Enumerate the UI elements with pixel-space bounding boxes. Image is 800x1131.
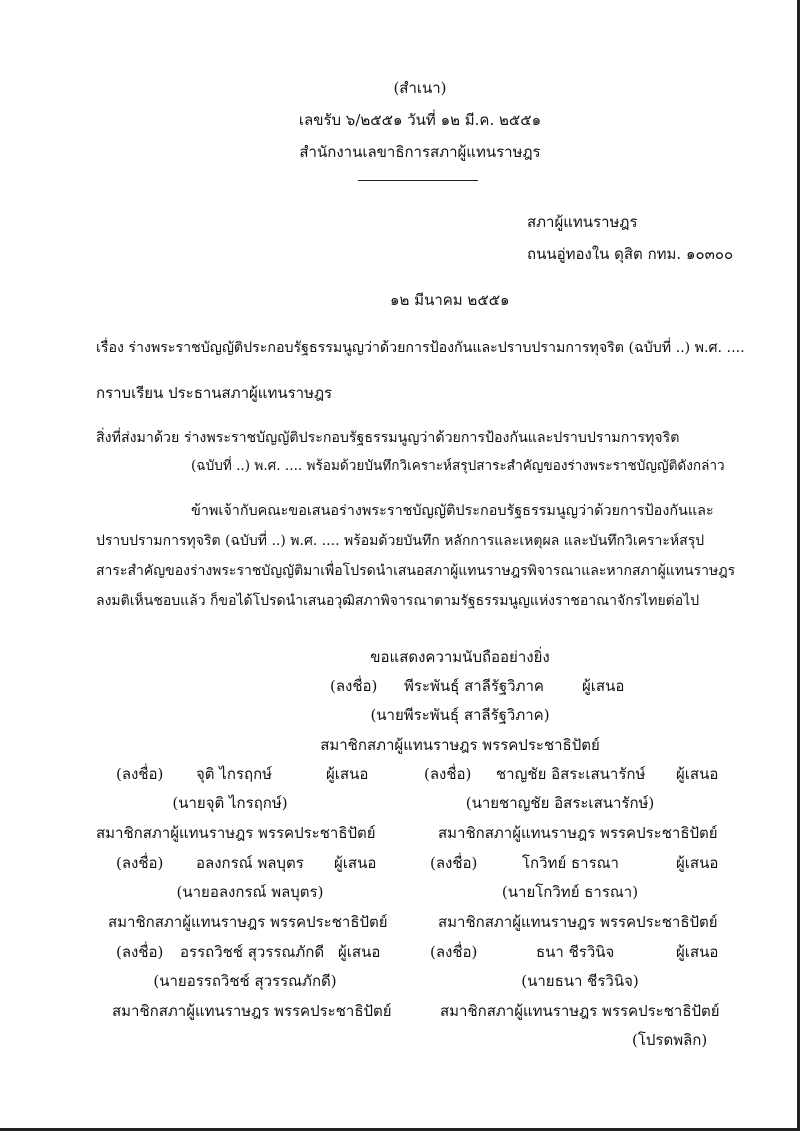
receipt-line: เลขรับ ๖/๒๕๕๑ วันที่ ๑๒ มี.ค. ๒๕๕๑ [298, 111, 542, 129]
signed-label: (ลงชื่อ) [116, 854, 164, 872]
proposer-label: ผู้เสนอ [326, 765, 369, 783]
body-line-1: ข้าพเจ้ากับคณะขอเสนอร่างพระราชบัญญัติประกอบรัฐธรรมนูญว่าด้วยการป้องกันและ [191, 503, 714, 519]
proposer-label: ผู้เสนอ [676, 943, 719, 961]
signer-full-name: (นายโกวิทย์ ธารณา) [501, 883, 639, 901]
signed-label: (ลงชื่อ) [330, 677, 378, 695]
signer-full-name: (นายอลงกรณ์ พลบุตร) [176, 883, 324, 901]
lead-signer-full-name: (นายพีระพันธุ์ สาลีรัฐวิภาค) [370, 706, 550, 724]
address-line-2: ถนนอู่ทองใน ดุสิต กทม. ๑๐๓๐๐ [527, 245, 734, 263]
signer-position: สมาชิกสภาผู้แทนราษฎร พรรคประชาธิปัตย์ [96, 824, 376, 842]
body-line-4: ลงมติเห็นชอบแล้ว ก็ขอได้โปรดนำเสนอวุฒิสภาพิจารณาตามรัฐธรรมนูญแห่งราชอาณาจักรไทยต่อไป [96, 593, 700, 609]
signed-label: (ลงชื่อ) [430, 943, 478, 961]
signed-label: (ลงชื่อ) [424, 765, 472, 783]
signer-full-name: (นายธนา ชีรวินิจ) [521, 972, 639, 990]
proposer-label: ผู้เสนอ [676, 854, 719, 872]
signer-name: ชาญชัย อิสระเสนารักษ์ [496, 765, 646, 783]
enclosure-line-1: สิ่งที่ส่งมาด้วย ร่างพระราชบัญญัติประกอบรัฐธรรมนูญว่าด้วยการป้องกันและปราบปรามการทุจริต [96, 430, 680, 446]
subject-line: เรื่อง ร่างพระราชบัญญัติประกอบรัฐธรรมนูญว่าด้วยการป้องกันและปราบปรามการทุจริต (ฉบับที่ ..) พ.ศ. .... [96, 340, 745, 356]
letter-date: ๑๒ มีนาคม ๒๕๕๑ [390, 291, 510, 309]
signer-name: โกวิทย์ ธารณา [522, 854, 619, 872]
closing: ขอแสดงความนับถืออย่างยิ่ง [370, 648, 550, 666]
signer-position: สมาชิกสภาผู้แทนราษฎร พรรคประชาธิปัตย์ [438, 824, 718, 842]
proposer-label: ผู้เสนอ [582, 677, 625, 695]
signer-name: อลงกรณ์ พลบุตร [196, 854, 304, 872]
lead-signer-name: พีระพันธุ์ สาลีรัฐวิภาค [404, 677, 544, 695]
signer-position: สมาชิกสภาผู้แทนราษฎร พรรคประชาธิปัตย์ [440, 1002, 720, 1020]
signer-full-name: (นายอรรถวิชช์ สุวรรณภักดี) [153, 972, 337, 990]
signed-label: (ลงชื่อ) [116, 943, 164, 961]
salutation: กราบเรียน ประธานสภาผู้แทนราษฎร [96, 384, 333, 402]
signer-position: สมาชิกสภาผู้แทนราษฎร พรรคประชาธิปัตย์ [438, 913, 718, 931]
address-line-1: สภาผู้แทนราษฎร [527, 213, 638, 231]
office-name: สำนักงานเลขาธิการสภาผู้แทนราษฎร [299, 143, 541, 161]
body-line-2: ปราบปรามการทุจริต (ฉบับที่ ..) พ.ศ. .... พร้อมด้วยบันทึก หลักการและเหตุผล และบันทึกวิเคราะห์สรุป [96, 533, 705, 549]
signer-name: จุติ ไกรฤกษ์ [196, 765, 273, 783]
signer-full-name: (นายจุติ ไกรฤกษ์) [172, 794, 288, 812]
body-line-3: สาระสำคัญของร่างพระราชบัญญัติมาเพื่อโปรดนำเสนอสภาผู้แทนราษฎรพิจารณาและหากสภาผู้แทนราษฎร [96, 563, 736, 579]
please-turn-over: (โปรดพลิก) [632, 1031, 708, 1049]
copy-mark: (สำเนา) [393, 79, 447, 97]
signed-label: (ลงชื่อ) [116, 765, 164, 783]
proposer-label: ผู้เสนอ [338, 943, 381, 961]
signer-name: อรรถวิชช์ สุวรรณภักดี [180, 943, 325, 961]
signer-full-name: (นายชาญชัย อิสระเสนารักษ์) [465, 794, 655, 812]
proposer-label: ผู้เสนอ [676, 765, 719, 783]
enclosure-line-2: (ฉบับที่ ..) พ.ศ. .... พร้อมด้วยบันทึกวิเคราะห์สรุปสาระสำคัญของร่างพระราชบัญญัติดังกล่าว [191, 458, 725, 474]
signer-position: สมาชิกสภาผู้แทนราษฎร พรรคประชาธิปัตย์ [108, 913, 388, 931]
signer-position: สมาชิกสภาผู้แทนราษฎร พรรคประชาธิปัตย์ [112, 1002, 392, 1020]
signer-name: ธนา ชีรวินิจ [536, 943, 615, 961]
divider-rule [358, 180, 478, 181]
signed-label: (ลงชื่อ) [430, 854, 478, 872]
proposer-label: ผู้เสนอ [334, 854, 377, 872]
lead-signer-position: สมาชิกสภาผู้แทนราษฎร พรรคประชาธิปัตย์ [320, 736, 600, 754]
